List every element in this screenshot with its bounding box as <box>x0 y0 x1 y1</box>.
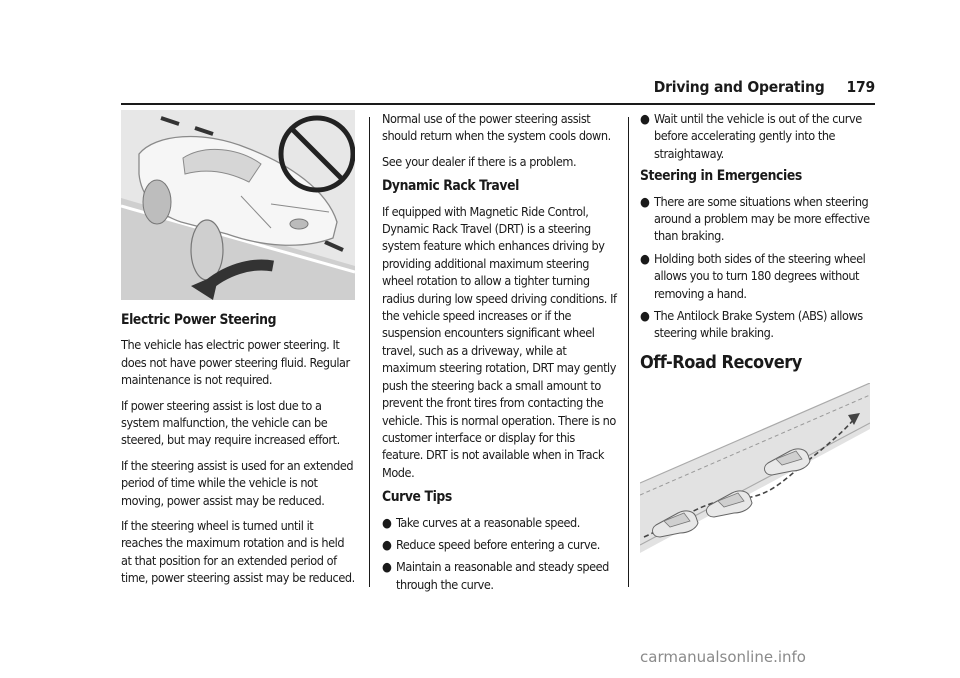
paragraph: If power steering assist is lost due to a system malfunction, the vehicle can be steered, but may require increased effort. <box>121 397 340 448</box>
list-item-text: There are some situations when steering around a problem may be more effective than braking. <box>654 193 870 244</box>
heading-off-road-recovery: Off-Road Recovery <box>640 351 802 373</box>
list-item <box>640 307 876 342</box>
heading-steering-in-emergencies: Steering in Emergencies <box>640 168 802 185</box>
bullet-icon: ● <box>382 536 392 552</box>
page-number: 179 <box>846 78 875 96</box>
page-header <box>600 78 875 102</box>
list-item <box>640 110 876 162</box>
paragraph: If the steering assist is used for an extended period of time while the vehicle is not moving, power assist may be reduced. <box>121 457 354 508</box>
list-item <box>382 558 618 593</box>
list-item-text: Take curves at a reasonable speed. <box>396 514 580 530</box>
section-title: Driving and Operating <box>653 78 825 96</box>
emergencies-list <box>640 193 876 342</box>
list-item-text: Holding both sides of the steering wheel allows you to turn 180 degrees without removing a hand. <box>654 250 866 301</box>
paragraph: If equipped with Magnetic Ride Control, Dynamic Rack Travel (DRT) is a steering system feature which enhances driving by providing additional maximum steering wheel rotation to allow a tighter turning radius during low speed driving conditions. If the vehicle speed increases or if the suspension encounters significant wheel travel, such as a driveway, while at maximum steering rotation, DRT may gently push the steering back a small amount to prevent the front tires from contacting the vehicle. This is normal operation. There is no customer interface or display for this feature. DRT is not available when in Track Mode. <box>382 203 617 480</box>
bullet-icon: ● <box>382 559 392 575</box>
paragraph: If the steering wheel is turned until it reaches the maximum rotation and is held at that position for an extended period of time, power steering assist may be reduced. <box>121 518 355 586</box>
paragraph: The vehicle has electric power steering. It does not have power steering fluid. Regular maintenance is not required. <box>121 337 350 388</box>
heading-curve-tips: Curve Tips <box>382 489 452 506</box>
list-item <box>640 250 876 302</box>
heading-dynamic-rack-travel: Dynamic Rack Travel <box>382 178 519 195</box>
list-item-text: Wait until the vehicle is out of the curve before accelerating gently into the straightaway. <box>654 111 862 161</box>
paragraph: See your dealer if there is a problem. <box>382 153 577 169</box>
list-item-text: The Antilock Brake System (ABS) allows steering while braking. <box>654 308 863 341</box>
bullet-icon: ● <box>640 308 650 324</box>
header-rule <box>121 103 875 105</box>
curve-tips-list <box>382 514 618 594</box>
list-item <box>640 193 876 245</box>
column-3 <box>640 110 876 553</box>
watermark: carmanualsonline.info <box>640 648 806 666</box>
bullet-icon: ● <box>640 193 650 209</box>
list-item <box>382 536 618 553</box>
list-item <box>382 514 618 531</box>
bullet-icon: ● <box>640 250 650 266</box>
column-divider-2 <box>628 117 629 587</box>
off-road-recovery-illustration <box>640 383 870 553</box>
curve-tips-list-continued <box>640 110 876 162</box>
bullet-icon: ● <box>382 514 392 530</box>
column-1 <box>121 110 357 595</box>
column-2 <box>382 110 618 599</box>
steering-illustration <box>121 110 355 300</box>
list-item-text: Reduce speed before entering a curve. <box>396 536 600 552</box>
list-item-text: Maintain a reasonable and steady speed through the curve. <box>396 559 609 592</box>
column-divider-1 <box>369 117 370 587</box>
bullet-icon: ● <box>640 111 650 126</box>
heading-electric-power-steering: Electric Power Steering <box>121 312 277 328</box>
paragraph: Normal use of the power steering assist should return when the system cools down. <box>382 111 611 144</box>
